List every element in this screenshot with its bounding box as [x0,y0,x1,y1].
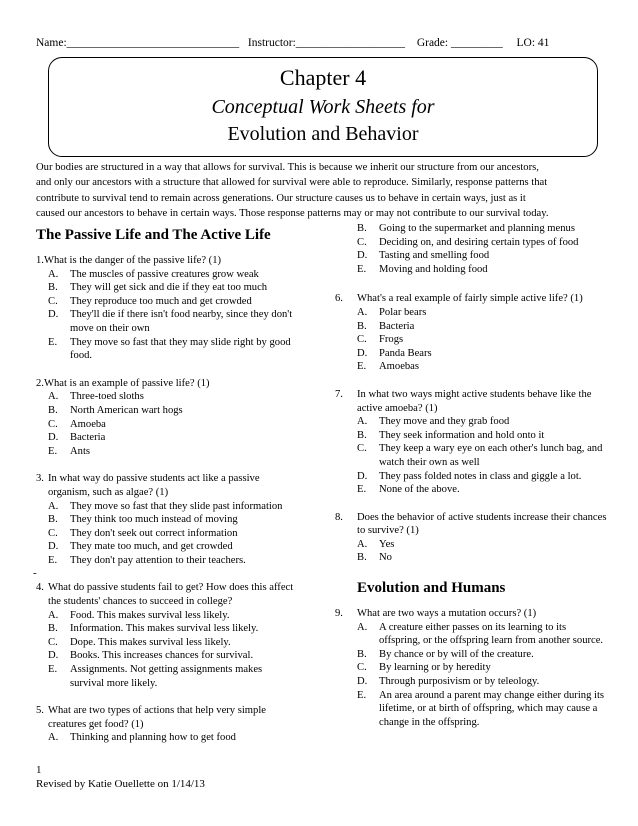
option-text: They pass folded notes in class and giggle a lot. [379,470,582,482]
question-text: What is an example of passive life? (1) [43,377,210,389]
answer-option [357,675,607,689]
option-letter: B. [48,623,58,635]
option-text: They move so fast that they slide past information [70,500,283,512]
option-text: They reproduce too much and get crowded [70,295,252,307]
question-number: 6. [335,293,343,305]
option-text: Information. This makes survival less likely. [70,623,259,635]
option-letter: A. [48,391,59,403]
title-box [48,57,598,157]
question-text: What's a real example of fairly simple active life? (1) [357,293,583,305]
answer-option [48,663,298,690]
question-text: In what way do passive students act like a passive organism, such as algae? (1) [48,473,260,498]
question-8 [335,511,607,565]
question-number: 2. [36,377,44,389]
answer-option [48,649,298,663]
question-number: 3. [36,473,44,485]
answer-option [48,268,298,282]
option-letter: D. [48,309,59,321]
intro-line: contribute to survival tend to remain across generations. Our structure causes us to behave in certain ways, just as it [36,192,526,204]
question-3 [36,472,298,567]
option-letter: C. [357,334,367,346]
revision-note: Revised by Katie Ouellette on 1/14/13 [36,778,205,790]
answer-option [48,554,298,568]
option-letter: E. [357,689,367,701]
answer-option [48,513,298,527]
grade-field: Grade: _________ [416,37,503,49]
intro-line: and only our ancestors with a structure that allowed for survival were able to reproduce. Similarly, response patterns that [36,177,548,189]
option-letter: C. [48,527,58,539]
answer-option [48,445,298,459]
option-letter: D. [48,541,59,553]
question-text: In what two ways might active students behave like the active amoeba? (1) [357,388,592,414]
option-text: They keep a wary eye on each other's lunch bag, and watch their own as well [379,443,603,468]
option-text: Dope. This makes survival less likely. [70,636,231,648]
question-4 [36,581,298,690]
left-column [36,222,298,745]
question-number: 1. [36,255,44,266]
intro-line: Our bodies are structured in a way that allows for survival. This is because we inherit our structure from our ancestors, [36,162,539,173]
answer-option [48,404,298,418]
option-letter: D. [48,432,59,444]
option-text: By learning or by heredity [379,662,491,674]
option-letter: E. [48,336,58,348]
answer-option [48,431,298,445]
option-text: Going to the supermarket and planning menus [379,223,575,234]
question-number: 9. [335,608,343,620]
option-text: Yes [379,538,395,550]
option-letter: C. [357,662,367,674]
option-letter: C. [48,636,58,648]
option-text: Books. This increases chances for survival. [70,650,254,662]
option-text: None of the above. [379,484,460,496]
answer-option [357,483,607,497]
option-text: Assignments. Not getting assignments makes survival more likely. [70,664,263,689]
option-letter: A. [48,732,59,744]
answer-option [357,347,607,361]
question-9 [335,607,607,729]
option-letter: E. [357,484,367,496]
option-letter: E. [48,445,58,457]
option-letter: E. [357,263,367,275]
answer-option [48,731,298,745]
option-letter: D. [357,347,368,359]
option-letter: A. [357,538,368,550]
question-text: Does the behavior of active students increase their chances to survive? (1) [357,511,607,537]
option-text: Amoebas [379,361,420,373]
answer-option [48,540,298,554]
option-letter: C. [357,443,367,455]
question-number: 4. [36,582,44,594]
option-text: A creature either passes on its learning to its offspring, or the offspring learn from another source. [379,621,604,647]
option-text: They will get sick and die if they eat too much [70,282,268,294]
option-text: By chance or by will of the creature. [379,648,534,660]
answer-option [357,360,607,374]
option-text: North American wart hogs [70,404,183,416]
option-text: They move and they grab food [379,416,510,428]
option-letter: A. [357,306,368,318]
answer-option [48,336,298,363]
answer-option [357,249,607,263]
lo-label: LO: 41 [516,37,550,49]
answer-option [357,621,607,648]
page-footer [36,763,205,791]
option-text: Thinking and planning how to get food [70,732,236,744]
answer-option [357,429,607,443]
option-text: Moving and holding food [379,263,488,275]
answer-option [48,308,298,335]
option-text: Polar bears [379,306,427,318]
option-text: They don't seek out correct information [70,527,238,539]
answer-option [357,333,607,347]
option-text: They move so fast that they may slide right by good food. [70,336,291,362]
question-number: 5. [36,705,44,717]
option-letter: B. [357,223,367,234]
question-6 [335,292,607,374]
answer-option [357,306,607,320]
option-text: They mate too much, and get crowded [70,541,233,553]
option-letter: C. [48,418,58,430]
worksheet-subtitle: Conceptual Work Sheets for [211,96,435,118]
option-text: Frogs [379,334,404,346]
header-fields [36,37,616,49]
question-number: 7. [335,388,343,400]
question-1 [36,254,298,363]
option-letter: E. [48,664,58,676]
instructor-field: Instructor:___________________ [247,37,406,49]
question-text: What are two types of actions that help very simple creatures get food? (1) [48,705,266,730]
answer-option [357,551,607,565]
option-letter: A. [48,268,59,280]
answer-option [357,538,607,552]
section-heading-passive-active: The Passive Life and The Active Life [36,227,271,243]
answer-option [48,500,298,514]
topic-title: Evolution and Behavior [227,123,419,145]
question-7 [335,388,607,497]
question-text: What are two ways a mutation occurs? (1) [357,608,537,620]
question-5-continued [357,222,607,276]
option-letter: A. [357,621,368,633]
option-letter: C. [357,236,367,248]
right-column [335,222,607,729]
margin-mark: - [33,567,37,579]
option-text: Bacteria [379,320,415,332]
option-text: The muscles of passive creatures grow weak [70,268,259,280]
option-text: Amoeba [70,418,106,430]
chapter-title: Chapter 4 [279,65,367,90]
answer-option [48,527,298,541]
option-letter: E. [357,361,367,373]
intro-paragraph [36,160,601,221]
option-letter: B. [48,282,58,294]
answer-option [48,281,298,295]
answer-option [357,415,607,429]
answer-option [48,609,298,623]
option-text: They seek information and hold onto it [379,429,545,441]
option-text: No [379,552,392,564]
option-letter: D. [48,650,59,662]
answer-option [357,661,607,675]
intro-line: caused our ancestors to behave in certain ways. Those response patterns may or may not contribute to our survival today. [36,207,549,219]
section-heading-evolution-humans: Evolution and Humans [357,580,506,597]
option-letter: A. [48,609,59,621]
option-letter: B. [48,514,58,526]
option-text: They think too much instead of moving [70,514,238,526]
question-5 [36,704,298,745]
answer-option [357,320,607,334]
option-letter: E. [48,554,58,566]
name-field: Name:______________________________ [36,37,240,49]
question-number: 8. [335,511,343,523]
option-letter: B. [357,320,367,332]
answer-option [48,636,298,650]
option-letter: A. [48,500,59,512]
option-letter: B. [357,429,367,441]
answer-option [357,263,607,277]
option-text: Deciding on, and desiring certain types of food [379,236,579,248]
option-text: An area around a parent may change either during its lifetime, or at birth of offspring, which may cause a change in the offspring. [379,689,605,728]
page-number: 1 [36,764,42,776]
option-text: Three-toed sloths [70,391,144,403]
option-text: Bacteria [70,432,106,444]
option-letter: A. [357,416,368,428]
option-letter: D. [357,676,368,688]
option-letter: B. [357,648,367,660]
answer-option [48,390,298,404]
answer-option [357,648,607,662]
answer-option [48,622,298,636]
answer-option [357,470,607,484]
option-letter: B. [357,552,367,564]
option-letter: D. [357,250,368,262]
option-text: They don't pay attention to their teachers. [70,554,246,566]
option-text: Through purposivism or by teleology. [379,676,540,688]
answer-option [48,295,298,309]
answer-option [357,442,607,469]
answer-option [357,236,607,250]
option-letter: D. [357,470,368,482]
answer-option [48,418,298,432]
option-text: Panda Bears [379,347,432,359]
option-text: They'll die if there isn't food nearby, since they don't move on their own [70,309,293,334]
question-2 [36,377,298,459]
option-text: Tasting and smelling food [379,250,490,262]
question-text: What is the danger of the passive life? (1) [43,255,222,266]
answer-option [357,222,607,236]
option-text: Food. This makes survival less likely. [70,609,230,621]
option-letter: C. [48,295,58,307]
answer-option [357,689,607,730]
option-text: Ants [70,445,91,457]
option-letter: B. [48,404,58,416]
question-text: What do passive students fail to get? How does this affect the students' chances to succeed in college? [48,582,294,608]
